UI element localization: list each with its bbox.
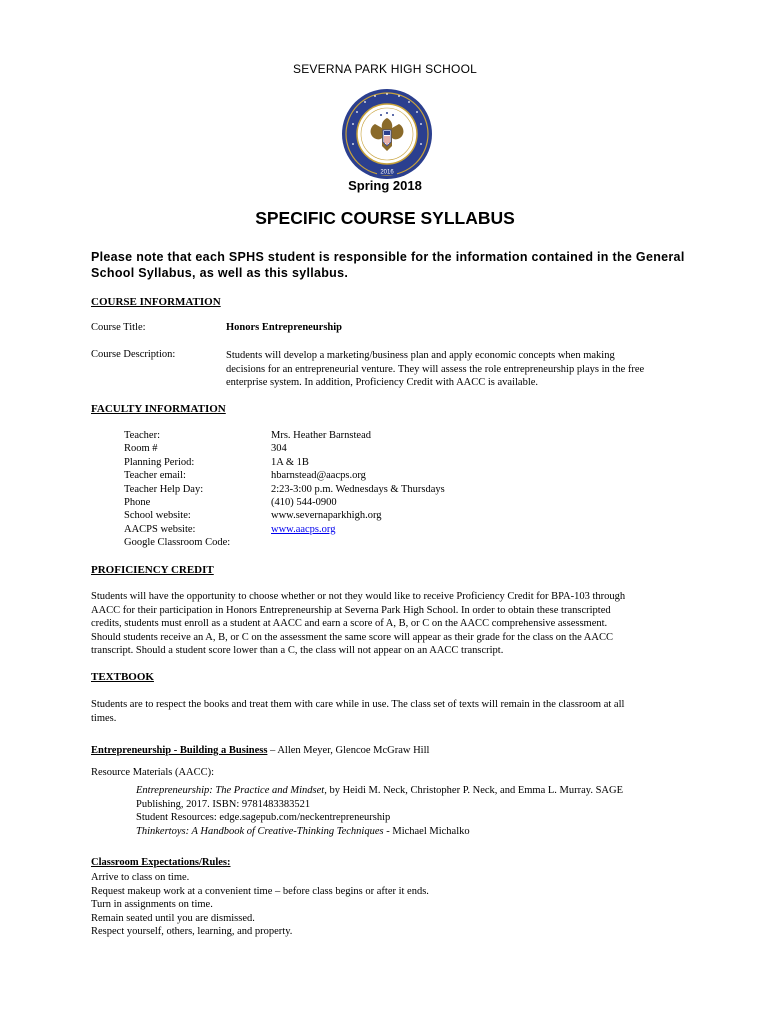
desc-line: Students will develop a marketing/business plan and apply economic concepts when making (226, 350, 615, 361)
faculty-label: Teacher: (124, 430, 160, 441)
notice: Please note that each SPHS student is responsible for the information contained in the General School Syllabus, as well as this syllabus. (91, 250, 685, 280)
textbook-line: times. (91, 712, 117, 724)
faculty-label: Phone (124, 496, 151, 508)
textbook-line: Students are to respect the books and treat them with care while in use. The class set of texts will remain in the classroom at all (91, 699, 625, 710)
main-textbook-title: Entrepreneurship - Building a Business (91, 745, 268, 756)
desc-line: decisions for an entrepreneurial venture. They will assess the role entrepreneurship plays in the free (226, 363, 645, 375)
main-textbook (91, 744, 429, 758)
proficiency-text (91, 590, 691, 658)
rule-item: Respect yourself, others, learning, and property. (91, 926, 293, 938)
course-info-heading: COURSE INFORMATION (91, 296, 221, 308)
resource-item (136, 784, 696, 798)
resource-list (136, 784, 696, 838)
faculty-labels (124, 430, 230, 551)
resource-title: Entrepreneurship: The Practice and Mindset (136, 785, 325, 796)
rule-item: Arrive to class on time. (91, 872, 190, 883)
faculty-label: Google Classroom Code: (124, 537, 231, 549)
course-title-value: Honors Entrepreneurship (226, 322, 343, 333)
resource-title: Thinkertoys: A Handbook of Creative-Thinking Techniques (136, 825, 384, 837)
teacher-name: Mrs. Heather Barnstead (271, 430, 372, 441)
google-classroom-code (271, 537, 445, 550)
phone: (410) 544-0900 (271, 496, 337, 508)
aacps-website-link[interactable]: www.aacps.org (271, 523, 336, 535)
faculty-label: Teacher email: (124, 470, 186, 482)
faculty-label: School website: (124, 510, 191, 522)
faculty-info-heading: FACULTY INFORMATION (91, 403, 226, 415)
seal-year: 2016 (380, 169, 394, 176)
faculty-label: Teacher Help Day: (124, 483, 204, 495)
resource-item: Student Resources: edge.sagepub.com/neckentrepreneurship (136, 812, 391, 823)
school-name (0, 62, 770, 76)
course-title-label: Course Title: (91, 322, 146, 333)
textbook-text (91, 698, 691, 725)
course-description (226, 349, 696, 390)
school-name-text: SEVERNA PARK HIGH SCHOOL (293, 62, 477, 76)
faculty-label: AACPS website: (124, 523, 196, 535)
planning-period: 1A & 1B (271, 456, 309, 468)
course-desc-label: Course Description: (91, 349, 176, 360)
rules-heading: Classroom Expectations/Rules: (91, 857, 231, 868)
desc-line: enterprise system. In addition, Proficiency Credit with AACC is available. (226, 377, 539, 388)
textbook-heading: TEXTBOOK (91, 671, 154, 683)
faculty-label: Planning Period: (124, 456, 195, 468)
teacher-email: hbarnstead@aacps.org (271, 470, 366, 482)
term: Spring 2018 (348, 178, 422, 193)
faculty-label: Room # (124, 443, 158, 455)
rule-item: Turn in assignments on time. (91, 899, 213, 911)
school-seal-icon (341, 88, 433, 180)
main-textbook-author: – Allen Meyer, Glencoe McGraw Hill (267, 745, 430, 756)
proficiency-line: Students will have the opportunity to choose whether or not they would like to receive Proficiency Credit for BPA-103 through (91, 591, 626, 602)
proficiency-line: AACC for their participation in Honors Entrepreneurship at Severna Park High School. In order to obtain these transcripted (91, 604, 611, 616)
faculty-values (271, 430, 445, 551)
resource-rest: - Michael Michalko (383, 825, 470, 837)
resource-rest: , by Heidi M. Neck, Christopher P. Neck, and Emma L. Murray. SAGE (324, 785, 623, 796)
rule-item: Remain seated until you are dismissed. (91, 912, 255, 924)
help-day: 2:23-3:00 p.m. Wednesdays & Thursdays (271, 483, 445, 495)
rules-list (91, 871, 691, 939)
proficiency-line: credits, students must enroll as a student at AACC and earn a score of A, B, or C on the AACC comprehensive assessment. (91, 618, 608, 630)
page-title: SPECIFIC COURSE SYLLABUS (255, 208, 515, 228)
room-number: 304 (271, 443, 287, 455)
proficiency-line: Should students receive an A, B, or C on the assessment the same score will appear as their grade for the class on the AACC (91, 631, 613, 643)
proficiency-heading: PROFICIENCY CREDIT (91, 564, 214, 576)
rule-item: Request makeup work at a convenient time – before class begins or after it ends. (91, 885, 429, 897)
resource-item: Publishing, 2017. ISBN: 9781483383521 (136, 798, 311, 810)
school-website: www.severnaparkhigh.org (271, 510, 382, 522)
resource-label: Resource Materials (AACC): (91, 767, 215, 778)
resource-item (136, 825, 696, 839)
proficiency-line: transcript. Should a student score lower than a C, the class will not appear on an AACC transcript. (91, 645, 504, 657)
